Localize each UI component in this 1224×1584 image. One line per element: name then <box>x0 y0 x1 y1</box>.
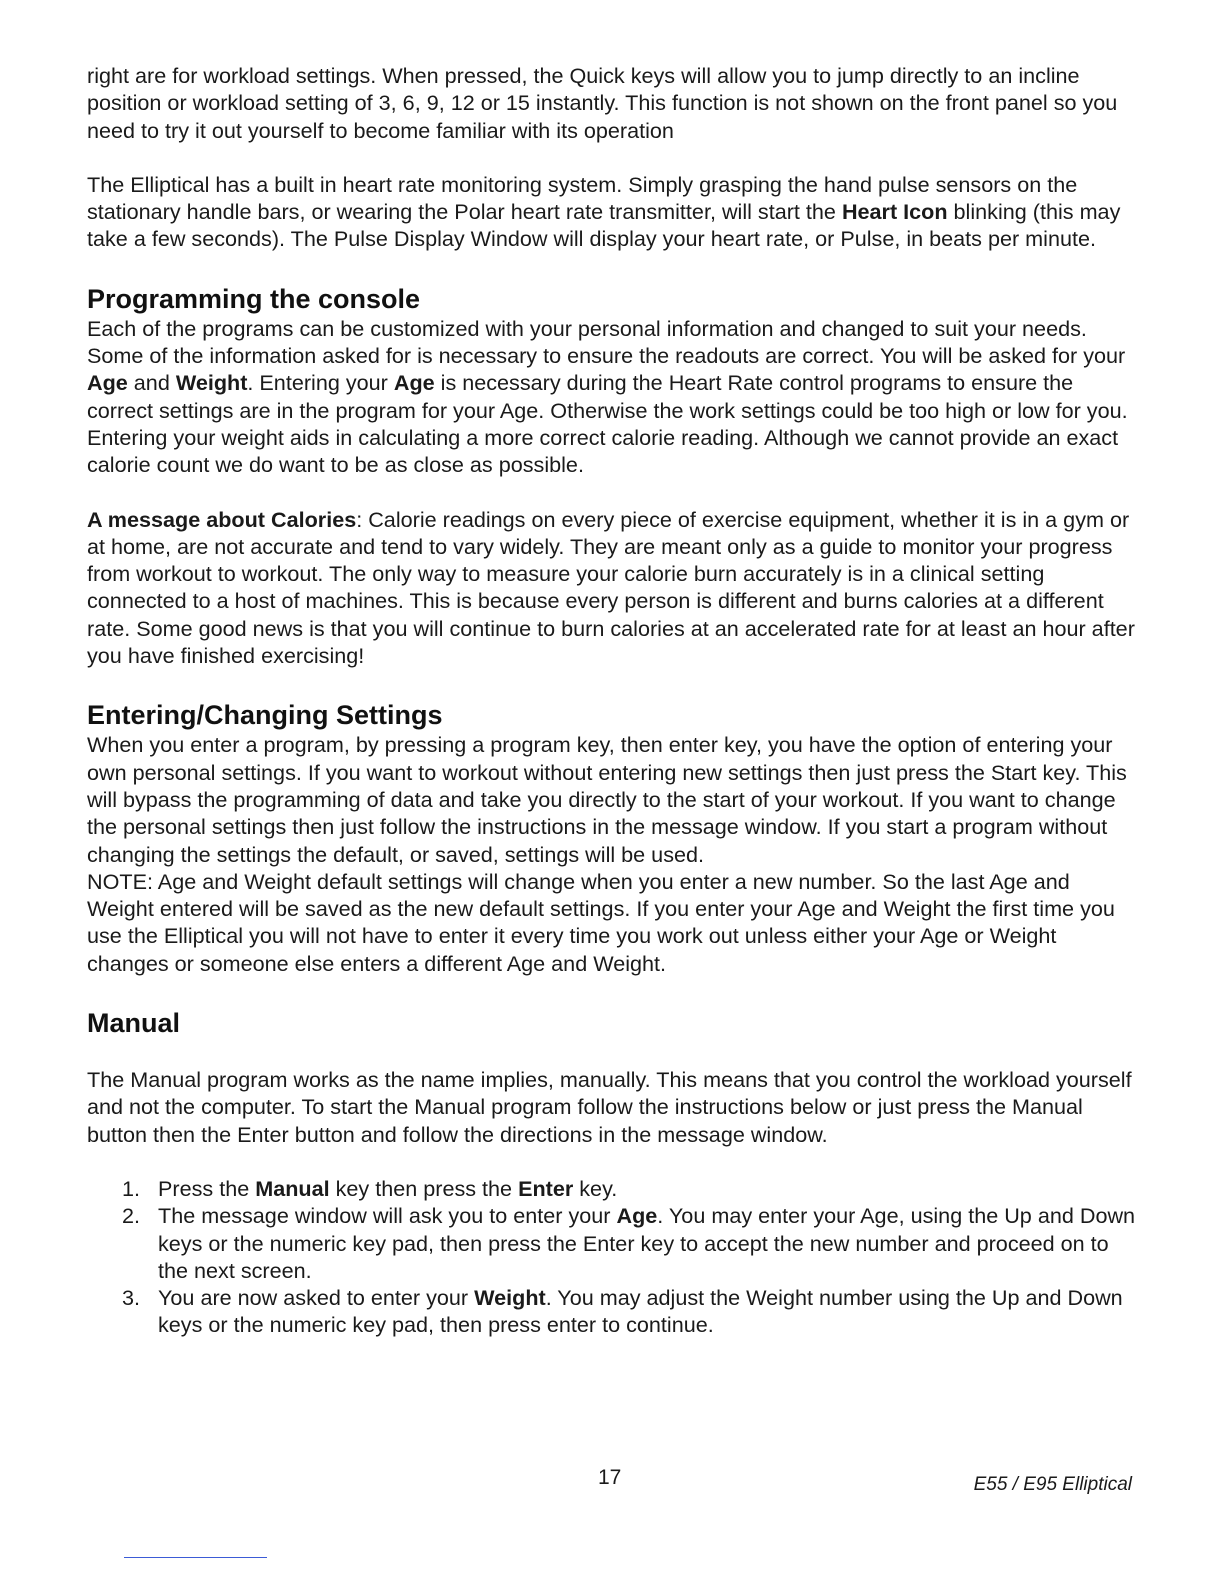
manual-paragraph: The Manual program works as the name implies, manually. This means that you control the workload yourself and not the computer. To start the Manual program follow the instructions below or just press the Manual button then the Enter button and follow the directions in the message window. <box>87 1067 1132 1147</box>
heading-programming-the-console: Programming the console <box>87 283 421 314</box>
intro-paragraph-heart-rate: The Elliptical has a built in heart rate monitoring system. Simply grasping the hand pulse sensors on the stationary handle bars, or wearing the Polar heart rate transmitter, will start the Heart Icon blinking (this may take a few seconds). The Pulse Display Window will display your heart rate, or Pulse, in beats per minute. <box>87 171 1121 252</box>
list-item: 2. The message window will ask you to enter your Age. You may enter your Age, using the Up and Down keys or the numeric key pad, then press the Enter key to accept the new number and proceed on to the next screen. <box>122 1203 1136 1283</box>
document-page <box>87 62 1137 1339</box>
heart-icon-term: Heart Icon <box>841 199 948 225</box>
list-item: 1. Press the Manual key then press the Enter key. <box>122 1175 618 1201</box>
footer-document-title: E55 / E95 Elliptical <box>973 1474 1132 1495</box>
heading-entering-changing-settings: Entering/Changing Settings <box>87 700 443 731</box>
programming-paragraph: Each of the programs can be customized with your personal information and changed to suit your needs. Some of the information asked for is necessary to ensure the readouts are correct. You will be asked for your Age and Weight. Entering your Age is necessary during the Heart Rate control programs to ensure the correct settings are in the program for your Age. Otherwise the work settings could be too high or low for you. Entering your weight aids in calculating a more correct calorie reading. Although we cannot provide an exact calorie count we do want to be as close as possible. <box>87 315 1128 478</box>
calories-label: A message about Calories <box>87 506 357 532</box>
entering-paragraph: When you enter a program, by pressing a program key, then enter key, you have the option of entering your own personal settings. If you want to workout without entering new settings then just press the Start key. This will bypass the programming of data and take you directly to the start of your workout. If you want to change the personal settings then just follow the instructions in the message window. If you start a program without changing the settings the default, or saved, settings will be used. <box>87 732 1127 867</box>
intro-paragraph-quick-keys: right are for workload settings. When pressed, the Quick keys will allow you to jump directly to an incline position or workload setting of 3, 6, 9, 12 or 15 instantly. This function is not shown on the front panel so you need to try it out yourself to become familiar with its operation <box>87 63 1118 143</box>
note-paragraph: NOTE: Age and Weight default settings will change when you enter a new number. So the last Age and Weight entered will be saved as the new default settings. If you enter your Age and Weight the first time you use the Elliptical you will not have to enter it every time you work out unless either your Age or Weight changes or someone else enters a different Age and Weight. <box>87 868 1115 976</box>
heading-manual: Manual <box>87 1008 181 1039</box>
page-number: 17 <box>598 1466 622 1489</box>
list-item: 3. You are now asked to enter your Weight. You may adjust the Weight number using the Up and Down keys or the numeric key pad, then press enter to continue. <box>122 1285 1123 1338</box>
calories-paragraph: A message about Calories: Calorie readings on every piece of exercise equipment, whether it is in a gym or at home, are not accurate and tend to vary widely. They are meant only as a guide to monitor your progress from workout to workout. The only way to measure your calorie burn accurately is in a clinical setting connected to a host of machines. This is because every person is different and burns calories at a different rate. Some good news is that you will continue to burn calories at an accelerated rate for at least an hour after you have finished exercising! <box>87 506 1135 669</box>
footer-rule-divider <box>124 1557 267 1558</box>
manual-steps-list <box>87 1175 1137 1339</box>
